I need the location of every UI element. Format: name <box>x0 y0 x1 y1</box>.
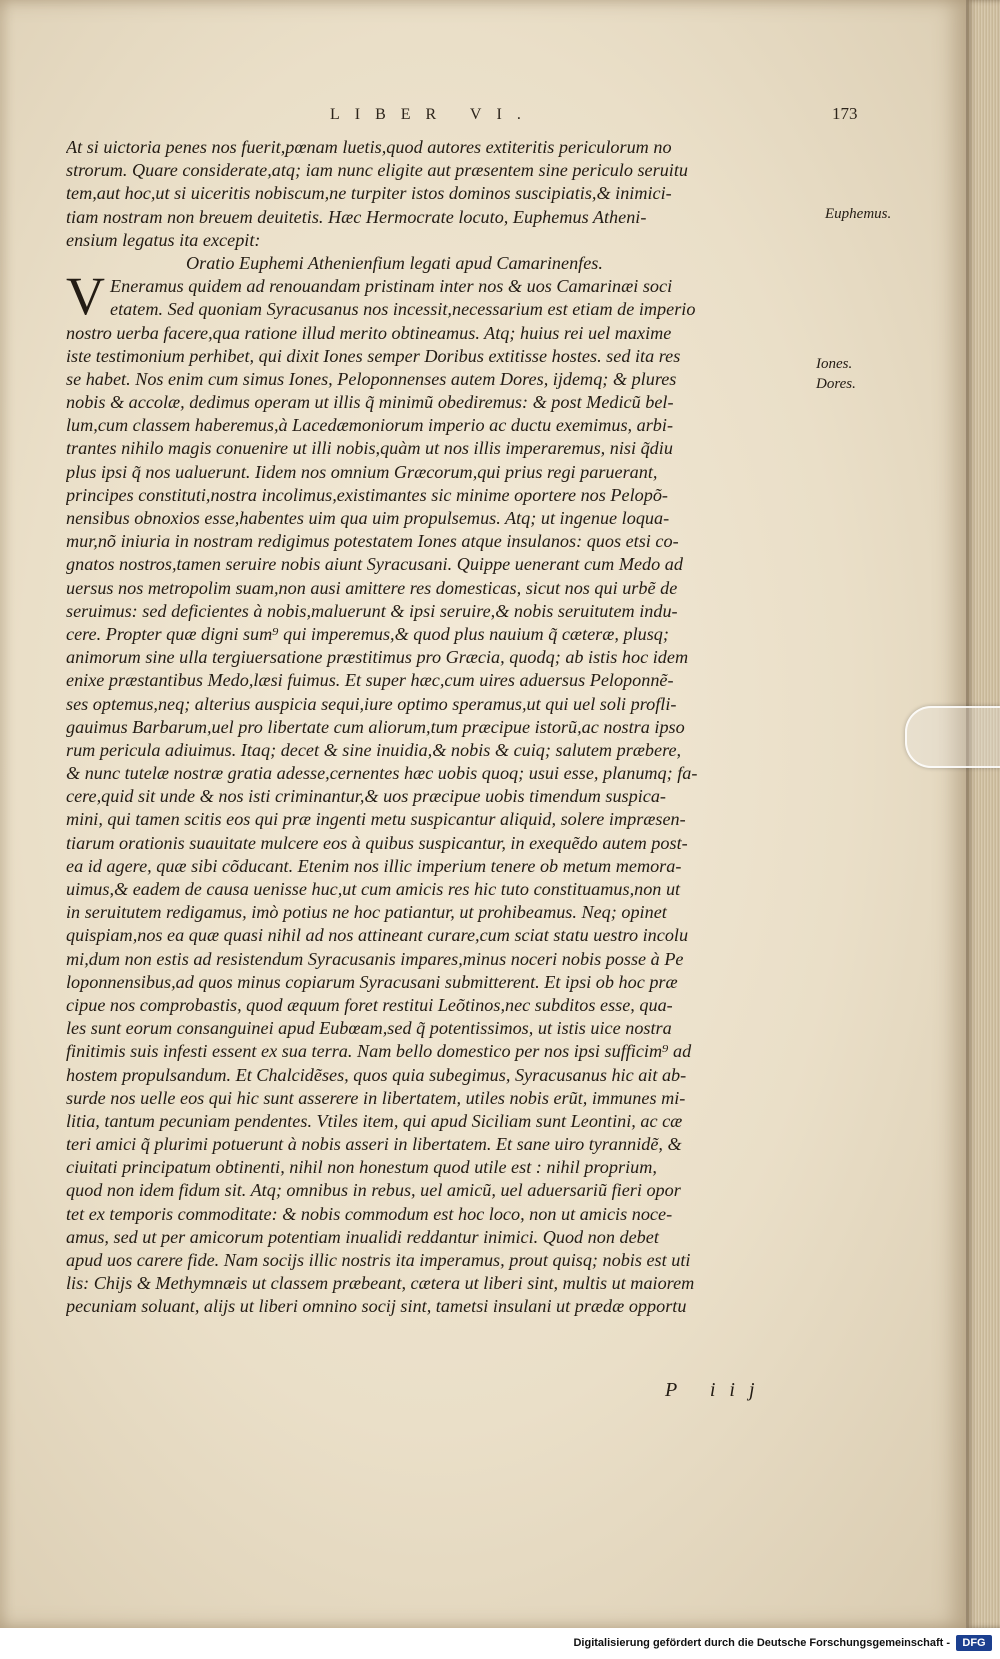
text-line: in seruitutem redigamus, imò potius ne hoc patiantur, ut prohibeamus. Neq; opinet <box>66 902 667 923</box>
text-line: amus, sed ut per amicorum potentiam inualidi reddantur inimici. Quod non debet <box>66 1226 659 1247</box>
signature-mark: P iij <box>665 1379 769 1401</box>
oration-title: Oratio Euphemi Athenienfium legati apud Camarinenfes. <box>186 252 603 273</box>
text-line: trantes nihilo magis conuenire ut illi nobis,quàm ut nos illis imperaremus, nisi q̃diu <box>66 438 673 459</box>
text-line: cere. Propter quæ digni sum⁹ qui imperemus,& quod plus nauium q̃ cæteræ, plusq; <box>66 623 669 644</box>
text-line: gauimus Barbarum,uel pro libertate cum aliorum,tum præcipue istorũ,ac nostra ipso <box>66 716 685 737</box>
text-line: cipue nos comprobastis, quod æquum foret restitui Leõtinos,nec subditos esse, qua- <box>66 994 673 1015</box>
text-line: nostro uerba facere,qua ratione illud merito obtineamus. Atq; huius rei uel maxime <box>66 322 672 343</box>
book-fore-edge <box>966 0 1000 1628</box>
page-number: 173 <box>832 104 858 123</box>
text-line: animorum sine ulla tergiuersatione præstitimus pro Græcia, quodq; ab istis hoc idem <box>66 647 689 668</box>
page-turn-handle[interactable] <box>905 706 1000 768</box>
lines-before-title <box>66 136 812 252</box>
text-line: principes constituti,nostra incolimus,existimantes sic minime oportere nos Pelopõ- <box>66 484 668 505</box>
dropcap-letter: V <box>66 266 105 327</box>
dropcap-lines <box>66 275 812 321</box>
dropcap-paragraph <box>66 266 812 327</box>
text-line: lis: Chijs & Methymnæis ut classem præbeant, cætera ut liberi sint, multis ut maiorem <box>66 1273 695 1294</box>
text-line: Eneramus quidem ad renouandam pristinam inter nos & uos Camarinæi soci <box>110 276 673 297</box>
margin-note-iones: Iones. <box>816 356 853 372</box>
margin-note-dores: Dores. <box>816 376 856 392</box>
text-line: tem,aut hoc,ut si uiceritis nobiscum,ne turpiter istos dominos suscipiatis,& inimici- <box>66 183 672 204</box>
text-line: pecuniam soluant, alijs ut liberi omnino socij sint, tametsi insulani ut prædæ opportu <box>66 1296 687 1317</box>
text-line: lum,cum classem haberemus,à Lacedæmoniorum imperio ac ductu exemimus, arbi- <box>66 415 673 436</box>
text-line: cere,quid sit unde & nos isti criminantur,& uos præcipue uobis timendum suspica- <box>66 786 666 807</box>
text-line: ses optemus,neq; alterius auspicia sequi,iure optimo speramus,ut qui uel soli profli- <box>66 693 677 714</box>
text-line: apud uos carere fide. Nam socijs illic nostris ita imperamus, prout quisq; nobis est uti <box>66 1250 691 1270</box>
text-line: surde nos uelle eos qui hic sunt asserere in libertatem, utiles nobis erũt, immunes mi- <box>66 1087 686 1108</box>
text-line: ciuitati principatum obtinenti, nihil non honestum quod utile est : nihil proprium, <box>66 1157 657 1178</box>
text-line: mi,dum non estis ad resistendum Syracusanis impares,minus noceri nobis posse à Pe <box>66 948 684 969</box>
lines-after-dropcap <box>66 322 812 1319</box>
text-line: tiarum orationis suauitate mulcere eos à quibus suspicantur, in exequẽdo autem post- <box>66 832 688 853</box>
text-line: nobis & accolæ, dedimus operam ut illis q̃ minimũ obediremus: & post Medicũ bel- <box>66 392 674 413</box>
text-line: plus ipsi q̃ nos ualuerunt. Iidem nos omnium Græcorum,qui prius regi paruerant, <box>66 461 658 482</box>
text-line: strorum. Quare considerate,atq; iam nunc eligite aut præsentem sine periculo seruitu <box>66 160 689 181</box>
dfg-logo: DFG <box>956 1635 992 1651</box>
text-line: nensibus obnoxios esse,habentes uim qua uim propulsemus. Atq; ut ingenue loqua- <box>66 508 670 528</box>
text-line: hostem propulsandum. Et Chalcidẽses, quos quia subegimus, Syracusanus hic ait ab- <box>66 1064 687 1085</box>
text-line: uersus nos metropolim suam,non ausi amittere res domesticas, sicut nos qui urbẽ de <box>66 577 678 598</box>
text-line: ensium legatus ita excepit: <box>66 229 261 250</box>
text-line: mur,nõ iniuria in nostram redigimus potestatem Iones atque insulanos: quos etsi co- <box>66 531 679 552</box>
text-line: les sunt eorum consanguinei apud Eubœam,sed q̃ potentissimos, ut istis uice nostra <box>66 1018 672 1039</box>
text-line: & nunc tutelæ nostræ gratia adesse,cernentes hæc uobis quoq; usui esse, planumq; fa- <box>66 763 698 784</box>
text-line: quispiam,nos ea quæ quasi nihil ad nos attineant curare,cum sciat statu uestro incolu <box>66 925 689 946</box>
text-line: uimus,& eadem de causa uenisse huc,ut cum amicis res hic tuto constituamus,non ut <box>66 879 681 899</box>
text-line: gnatos nostros,tamen seruire nobis aiunt Syracusani. Quippe uenerant cum Medo ad <box>66 554 683 575</box>
footer-bar <box>0 1628 1000 1659</box>
text-line: At si uictoria penes nos fuerit,pœnam luetis,quod autores extiteritis periculorum no <box>66 137 672 157</box>
text-line: mini, qui tamen scitis eos qui præ ingenti metu suspicantur aliquid, solere impræsen- <box>66 809 686 830</box>
running-title: LIBER VI. <box>330 106 536 123</box>
text-line: tiam nostram non breuem deuitetis. Hæc Hermocrate locuto, Euphemus Atheni- <box>66 206 647 227</box>
text-line: finitimis suis infesti essent ex sua terra. Nam bello domestico per nos ipsi sufficim⁹ ad <box>66 1041 692 1062</box>
text-line: rum pericula adiuimus. Itaq; decet & sine inuidia,& nobis & cuiq; salutem præbere, <box>66 739 682 760</box>
text-line: quod non idem fidum sit. Atq; omnibus in rebus, uel amicũ, uel aduersariũ fieri opor <box>66 1180 681 1201</box>
text-block <box>66 136 812 1319</box>
text-line: etatem. Sed quoniam Syracusanus nos incessit,necessarium est etiam de imperio <box>110 299 696 320</box>
text-line: teri amici q̃ plurimi potuerunt à nobis asseri in libertatem. Et sane uiro tyrannidẽ, & <box>66 1134 682 1155</box>
margin-note-euphemus: Euphemus. <box>825 206 892 222</box>
text-line: loponnensibus,ad quos minus copiarum Syracusani submitterent. Et ipsi ob hoc præ <box>66 971 678 992</box>
text-line: tet ex temporis commoditate: & nobis commodum est hoc loco, non ut amicis noce- <box>66 1203 673 1224</box>
text-line: ea id agere, quæ sibi cõducant. Etenim nos illic imperium tenere ob metum memora- <box>66 855 682 876</box>
text-line: seruimus: sed deficientes à nobis,maluerunt & ipsi seruire,& nobis seruitutem indu- <box>66 600 678 621</box>
text-line: se habet. Nos enim cum simus Iones, Peloponnenses autem Dores, ijdemq; & plures <box>66 368 677 389</box>
text-line: iste testimonium perhibet, qui dixit Iones semper Doribus extitisse hostes. sed ita res <box>66 345 681 366</box>
funding-credit: Digitalisierung gefördert durch die Deutsche Forschungsgemeinschaft - <box>573 1637 950 1649</box>
text-line: litia, tantum pecuniam pendentes. Vtiles item, qui apud Siciliam sunt Leontini, ac cæ <box>66 1110 683 1131</box>
text-line: enixe præstantibus Medo,læsi fuimus. Et super hæc,cum uires aduersus Peloponnẽ- <box>66 670 674 691</box>
